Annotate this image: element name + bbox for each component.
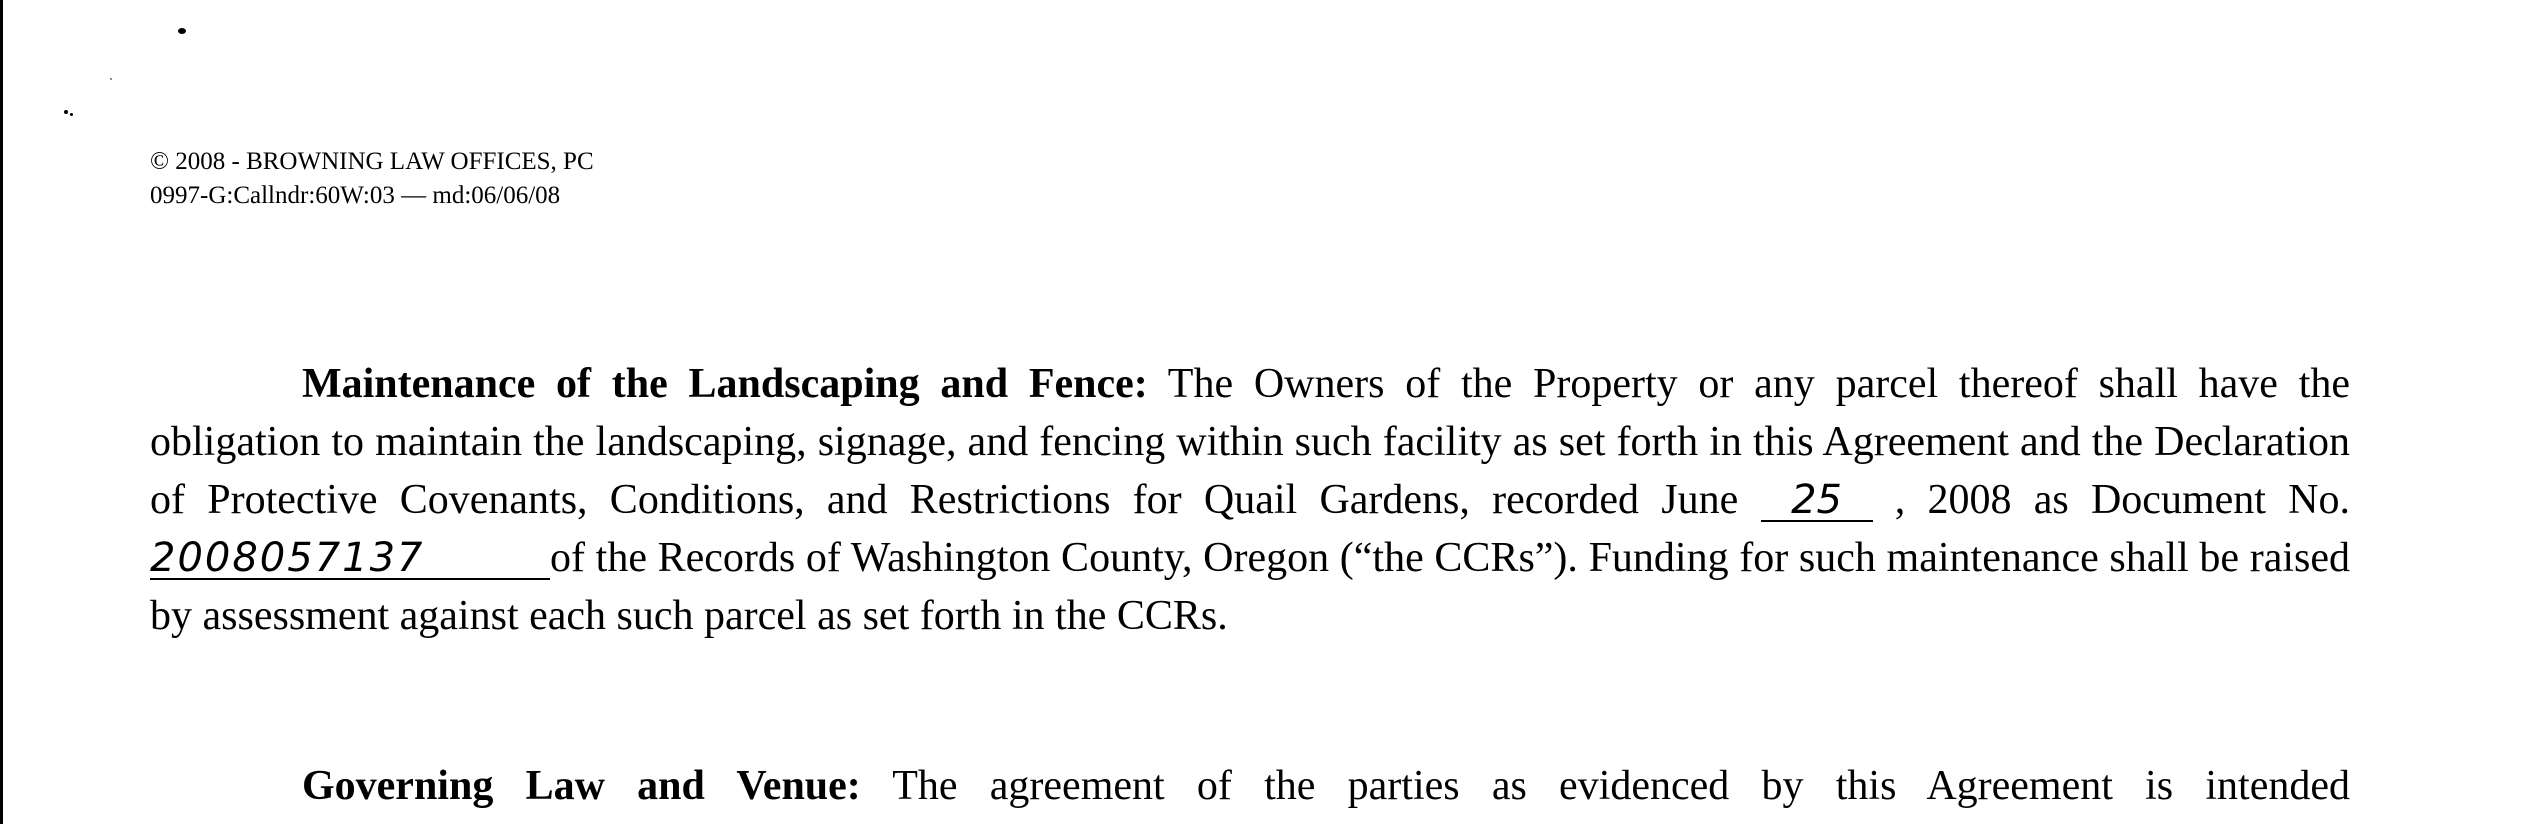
maintenance-paragraph [150, 355, 2350, 645]
scan-speck [110, 78, 112, 80]
governing-law-paragraph [150, 757, 2350, 815]
document-header [150, 145, 594, 213]
scan-speck [70, 113, 73, 116]
maintenance-text-part-3: of the Records of Washington County, Oregon (“the CCRs”). Funding for such maintenance shall be raised by assessment against each such parcel as set forth in the CCRs. [150, 535, 2350, 639]
maintenance-text-part-2: , 2008 as Document No. [1872, 477, 2350, 523]
handwritten-day-field: 25 [1761, 480, 1873, 522]
governing-law-text: The agreement of the parties as evidenced by this Agreement is intended [860, 763, 2351, 809]
maintenance-heading: Maintenance of the Landscaping and Fence: [302, 361, 1148, 407]
copyright-line: © 2008 - BROWNING LAW OFFICES, PC [150, 148, 594, 175]
page-left-edge [0, 0, 3, 824]
handwritten-document-number-field: 2008057137 [150, 538, 550, 580]
scan-speck [64, 110, 68, 114]
document-code-line: 0997-G:Callndr:60W:03 — md:06/06/08 [150, 182, 561, 209]
scan-speck [178, 28, 186, 34]
governing-law-heading: Governing Law and Venue: [302, 763, 861, 809]
maintenance-text-part-1: The Owners of the Property or any parcel thereof shall have the obligation to maintain the landscaping, signage, and fencing within such facility as set forth in this Agreement and the Declaration of Protective Covenants, Conditions, and Restrictions for Quail Gardens, recorded June [150, 361, 2351, 523]
